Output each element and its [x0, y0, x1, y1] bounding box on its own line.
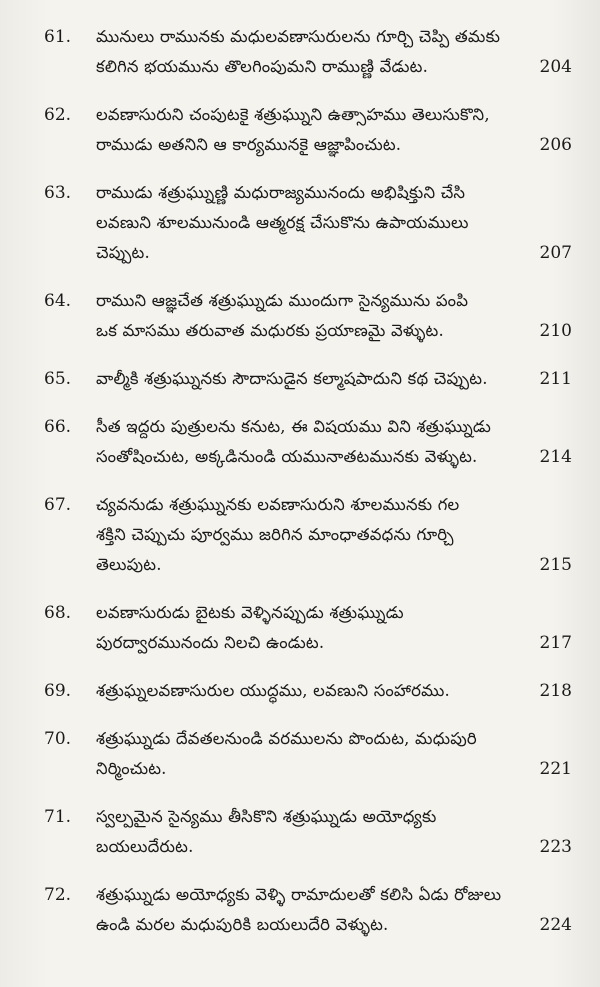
entry-title-text: లవణుని శూలమునుండి ఆత్మరక్ష చేసుకొను ఉపాయములు — [96, 213, 469, 232]
entry-number: 70. — [44, 729, 72, 749]
contents-entry — [44, 178, 572, 268]
entry-line — [96, 754, 572, 784]
entry-title-text: చ్యవనుడు శత్రుఘ్నునకు లవణాసురుని శూలమునకు గల — [96, 495, 460, 514]
entry-line — [96, 628, 572, 658]
entry-title-text: సంతోషించుట, అక్కడినుండి యమునాతటమునకు వెళ్ళుట. — [96, 447, 478, 466]
entry-line — [96, 832, 572, 862]
entry-number: 72. — [44, 885, 72, 905]
contents-entry — [44, 412, 572, 472]
entry-line — [96, 412, 572, 442]
contents-entry — [44, 490, 572, 580]
entry-line — [96, 880, 572, 910]
entry-page-number: 218 — [539, 681, 572, 701]
entry-line — [96, 316, 572, 346]
entry-number: 62. — [44, 105, 72, 125]
entry-title-text: రాముని ఆజ్ఞచేత శత్రుఘ్నుడు ముందుగా సైన్యమును పంపి — [96, 291, 469, 310]
entry-page-number: 206 — [539, 135, 572, 155]
entry-title-text: ఉండి మరల మధుపురికి బయలుదేరి వెళ్ళుట. — [96, 915, 389, 934]
contents-entry — [44, 880, 572, 940]
entry-line — [96, 490, 572, 520]
entry-line — [96, 364, 572, 394]
entry-page-number: 223 — [539, 837, 572, 857]
entry-title-text: శత్రుఘ్నుడు దేవతలనుండి వరములను పొందుట, మధుపురి — [96, 729, 477, 748]
contents-entry — [44, 100, 572, 160]
contents-entry — [44, 802, 572, 862]
entry-title-text: లవణాసురుడు బైటకు వెళ్ళినప్పుడు శత్రుఘ్నుడు — [96, 603, 404, 622]
entry-number: 71. — [44, 807, 72, 827]
entry-line — [96, 52, 572, 82]
entry-title-text: బయలుదేరుట. — [96, 837, 194, 856]
entry-title-text: స్వల్పమైన సైన్యము తీసికొని శత్రుఘ్నుడు అయోధ్యకు — [96, 807, 437, 826]
entry-line — [96, 178, 572, 208]
entry-number: 66. — [44, 417, 72, 437]
entry-number: 67. — [44, 495, 72, 515]
entry-title-text: మునులు రామునకు మధులవణాసురులను గూర్చి చెప్పి తమకు — [96, 27, 501, 46]
entry-title-text: శత్రుఘ్నుడు అయోధ్యకు వెళ్ళి రామాదులతో కలిసి ఏడు రోజులు — [96, 885, 502, 904]
entry-title-text: రాముడు అతనిని ఆ కార్యమునకై ఆజ్ఞాపించుట. — [96, 135, 402, 154]
entry-title-text: వాల్మీకి శత్రుఘ్నునకు సౌదాసుడైన కల్మాషపాదుని కథ చెప్పుట. — [96, 369, 488, 388]
entry-line — [96, 208, 572, 238]
entry-title-text: సీత ఇద్దరు పుత్రులను కనుట, ఈ విషయము విని శత్రుఘ్నుడు — [96, 417, 492, 436]
entry-line — [96, 598, 572, 628]
entry-title-text: లవణాసురుని చంపుటకై శత్రుఘ్నుని ఉత్సాహము తెలుసుకొని, — [96, 105, 490, 124]
entry-line — [96, 22, 572, 52]
entry-page-number: 211 — [539, 369, 572, 389]
entry-page-number: 204 — [539, 57, 572, 77]
entry-title-text: చెప్పుట. — [96, 243, 150, 262]
entry-number: 61. — [44, 27, 72, 47]
contents-entry — [44, 676, 572, 706]
entry-page-number: 224 — [539, 915, 572, 935]
entry-line — [96, 802, 572, 832]
entry-line — [96, 676, 572, 706]
entry-title-text: పురద్వారమునందు నిలచి ఉండుట. — [96, 633, 325, 652]
entry-page-number: 215 — [539, 555, 572, 575]
entry-title-text: రాముడు శత్రుఘ్నుణ్ణి మధురాజ్యమునందు అభిషిక్తుని చేసి — [96, 183, 466, 202]
entry-page-number: 217 — [539, 633, 572, 653]
entry-page-number: 210 — [539, 321, 572, 341]
entry-number: 64. — [44, 291, 72, 311]
entry-number: 65. — [44, 369, 72, 389]
entry-page-number: 221 — [539, 759, 572, 779]
entry-line — [96, 442, 572, 472]
entry-title-text: కలిగిన భయమును తొలగింపుమని రాముణ్ణి వేడుట. — [96, 57, 429, 76]
entry-page-number: 214 — [539, 447, 572, 467]
entry-number: 68. — [44, 603, 72, 623]
entry-title-text: తెలుపుట. — [96, 555, 162, 574]
entry-page-number: 207 — [539, 243, 572, 263]
contents-entry — [44, 598, 572, 658]
contents-entry — [44, 364, 572, 394]
entry-line — [96, 130, 572, 160]
entry-number: 69. — [44, 681, 72, 701]
entry-line — [96, 238, 572, 268]
contents-entry — [44, 286, 572, 346]
contents-entry — [44, 724, 572, 784]
entry-line — [96, 100, 572, 130]
entry-title-text: శక్తిని చెప్పుచు పూర్వము జరిగిన మాంధాతవధను గూర్చి — [96, 525, 454, 544]
entry-title-text: శత్రుఘ్నలవణాసురుల యుద్ధము, లవణుని సంహారము. — [96, 681, 450, 700]
entry-line — [96, 910, 572, 940]
entry-title-text: ఒక మాసము తరువాత మధురకు ప్రయాణమై వెళ్ళుట. — [96, 321, 444, 340]
contents-entry — [44, 22, 572, 82]
entry-line — [96, 286, 572, 316]
entry-line — [96, 550, 572, 580]
entry-title-text: నిర్మించుట. — [96, 759, 167, 778]
entry-line — [96, 520, 572, 550]
entry-line — [96, 724, 572, 754]
entry-number: 63. — [44, 183, 72, 203]
